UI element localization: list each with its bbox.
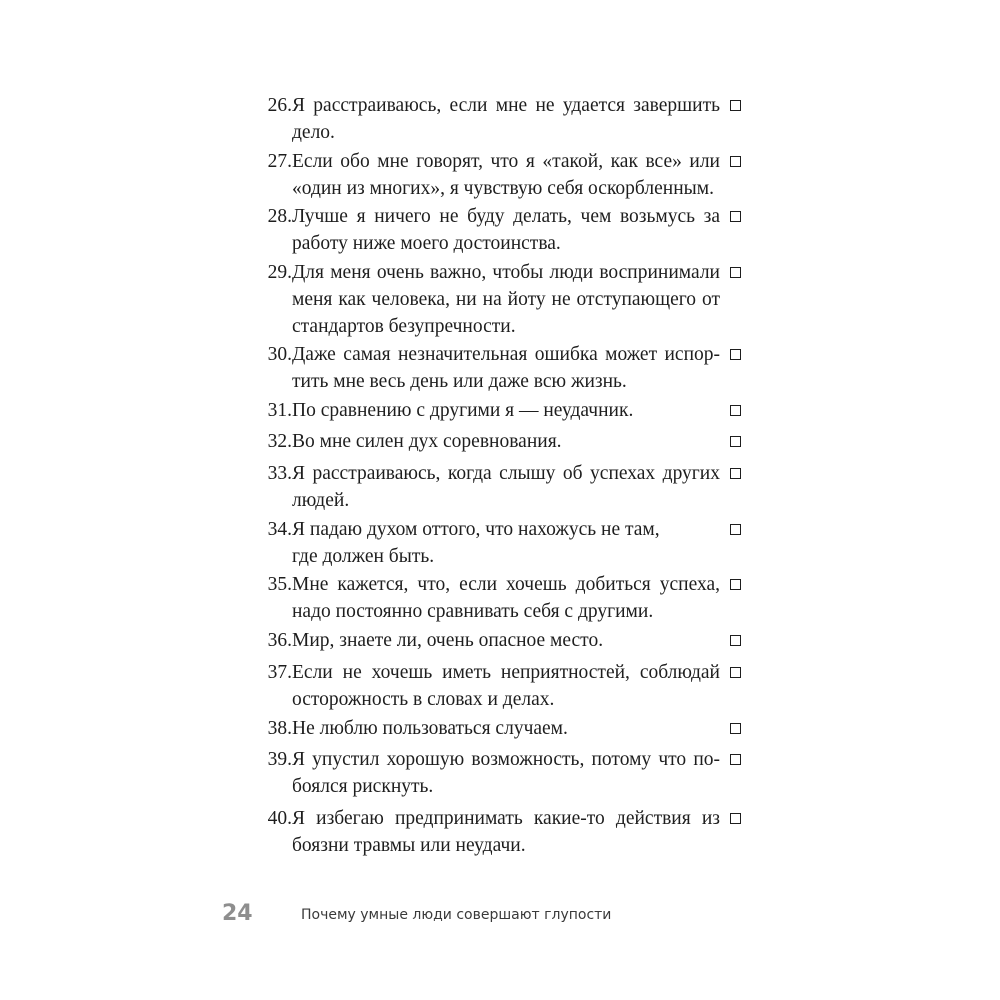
- checkbox-32[interactable]: [730, 436, 741, 447]
- item-text-line: Если обо мне говорят, что я «такой, как все» или: [292, 151, 720, 172]
- item-text-line: Я избегаю предпринимать какие-то действия из: [292, 808, 720, 829]
- item-text: [292, 746, 720, 800]
- item-text: [292, 516, 720, 570]
- checkbox-34[interactable]: [730, 524, 741, 535]
- item-text-line: людей.: [292, 490, 350, 511]
- item-text-line: Я расстраиваюсь, если мне не удается завершить: [292, 95, 720, 116]
- item-text-line: надо постоянно сравнивать себя с другими.: [292, 601, 654, 622]
- checkbox-36[interactable]: [730, 635, 741, 646]
- item-number: 35.: [267, 574, 292, 595]
- item-number: 31.: [267, 400, 292, 421]
- checkbox-28[interactable]: [730, 211, 741, 222]
- checkbox-33[interactable]: [730, 468, 741, 479]
- item-number: 34.: [267, 519, 292, 540]
- item-text-line: Я падаю духом оттого, что нахожусь не там,: [292, 519, 660, 540]
- running-title: Почему умные люди совершают глупости: [301, 907, 612, 923]
- item-text: [292, 428, 720, 455]
- item-text: [292, 715, 720, 742]
- checkbox-29[interactable]: [730, 267, 741, 278]
- item-number: 37.: [267, 662, 292, 683]
- item-number: 40.: [267, 808, 292, 829]
- item-text: [292, 397, 720, 424]
- checkbox-27[interactable]: [730, 156, 741, 167]
- item-number: 33.: [267, 463, 292, 484]
- item-text-line: Я расстраиваюсь, когда слышу об успехах других: [292, 463, 720, 484]
- item-text-line: осторожность в словах и делах.: [292, 689, 555, 710]
- item-text-line: Даже самая незначительная ошибка может испор-: [292, 344, 720, 365]
- item-text: [292, 203, 720, 257]
- item-number: 28.: [267, 206, 292, 227]
- page-number: 24: [222, 901, 253, 926]
- item-text-line: стандартов безупречности.: [292, 316, 516, 337]
- item-text-line: Во мне силен дух соревнования.: [292, 431, 562, 452]
- item-text-line: где должен быть.: [292, 546, 435, 567]
- item-number: 27.: [267, 151, 292, 172]
- item-text-line: Я упустил хорошую возможность, потому что по-: [292, 749, 720, 770]
- checkbox-39[interactable]: [730, 754, 741, 765]
- item-text-line: работу ниже моего достоинства.: [292, 233, 561, 254]
- item-text: [292, 805, 720, 859]
- item-text: [292, 148, 720, 202]
- checkbox-37[interactable]: [730, 667, 741, 678]
- item-number: 26.: [267, 95, 292, 116]
- item-text-line: Для меня очень важно, чтобы люди воспринимали: [292, 262, 720, 283]
- item-text-line: По сравнению с другими я — неудачник.: [292, 400, 634, 421]
- item-number: 29.: [267, 262, 292, 283]
- item-text-line: боязни травмы или неудачи.: [292, 835, 526, 856]
- item-text-line: дело.: [292, 122, 335, 143]
- item-text-line: «один из многих», я чувствую себя оскорбленным.: [292, 178, 714, 199]
- item-text-line: Мир, знаете ли, очень опасное место.: [292, 630, 604, 651]
- item-text-line: Не люблю пользоваться случаем.: [292, 718, 568, 739]
- checkbox-35[interactable]: [730, 579, 741, 590]
- item-number: 32.: [267, 431, 292, 452]
- checkbox-40[interactable]: [730, 813, 741, 824]
- item-number: 39.: [267, 749, 292, 770]
- item-text-line: Если не хочешь иметь неприятностей, соблюдай: [292, 662, 720, 683]
- item-number: 36.: [267, 630, 292, 651]
- item-number: 38.: [267, 718, 292, 739]
- item-text: [292, 571, 720, 625]
- item-text: [292, 259, 720, 340]
- item-number: 30.: [267, 344, 292, 365]
- checkbox-26[interactable]: [730, 100, 741, 111]
- checkbox-38[interactable]: [730, 723, 741, 734]
- item-text-line: боялся рискнуть.: [292, 776, 434, 797]
- checkbox-30[interactable]: [730, 349, 741, 360]
- item-text-line: меня как человека, ни на йоту не отступающего от: [292, 289, 720, 310]
- item-text-line: Мне кажется, что, если хочешь добиться успеха,: [292, 574, 720, 595]
- item-text: [292, 659, 720, 713]
- item-text-line: тить мне весь день или даже всю жизнь.: [292, 371, 627, 392]
- checkbox-31[interactable]: [730, 405, 741, 416]
- item-text: [292, 341, 720, 395]
- item-text-line: Лучше я ничего не буду делать, чем возьмусь за: [292, 206, 720, 227]
- item-text: [292, 92, 720, 146]
- item-text: [292, 627, 720, 654]
- item-text: [292, 460, 720, 514]
